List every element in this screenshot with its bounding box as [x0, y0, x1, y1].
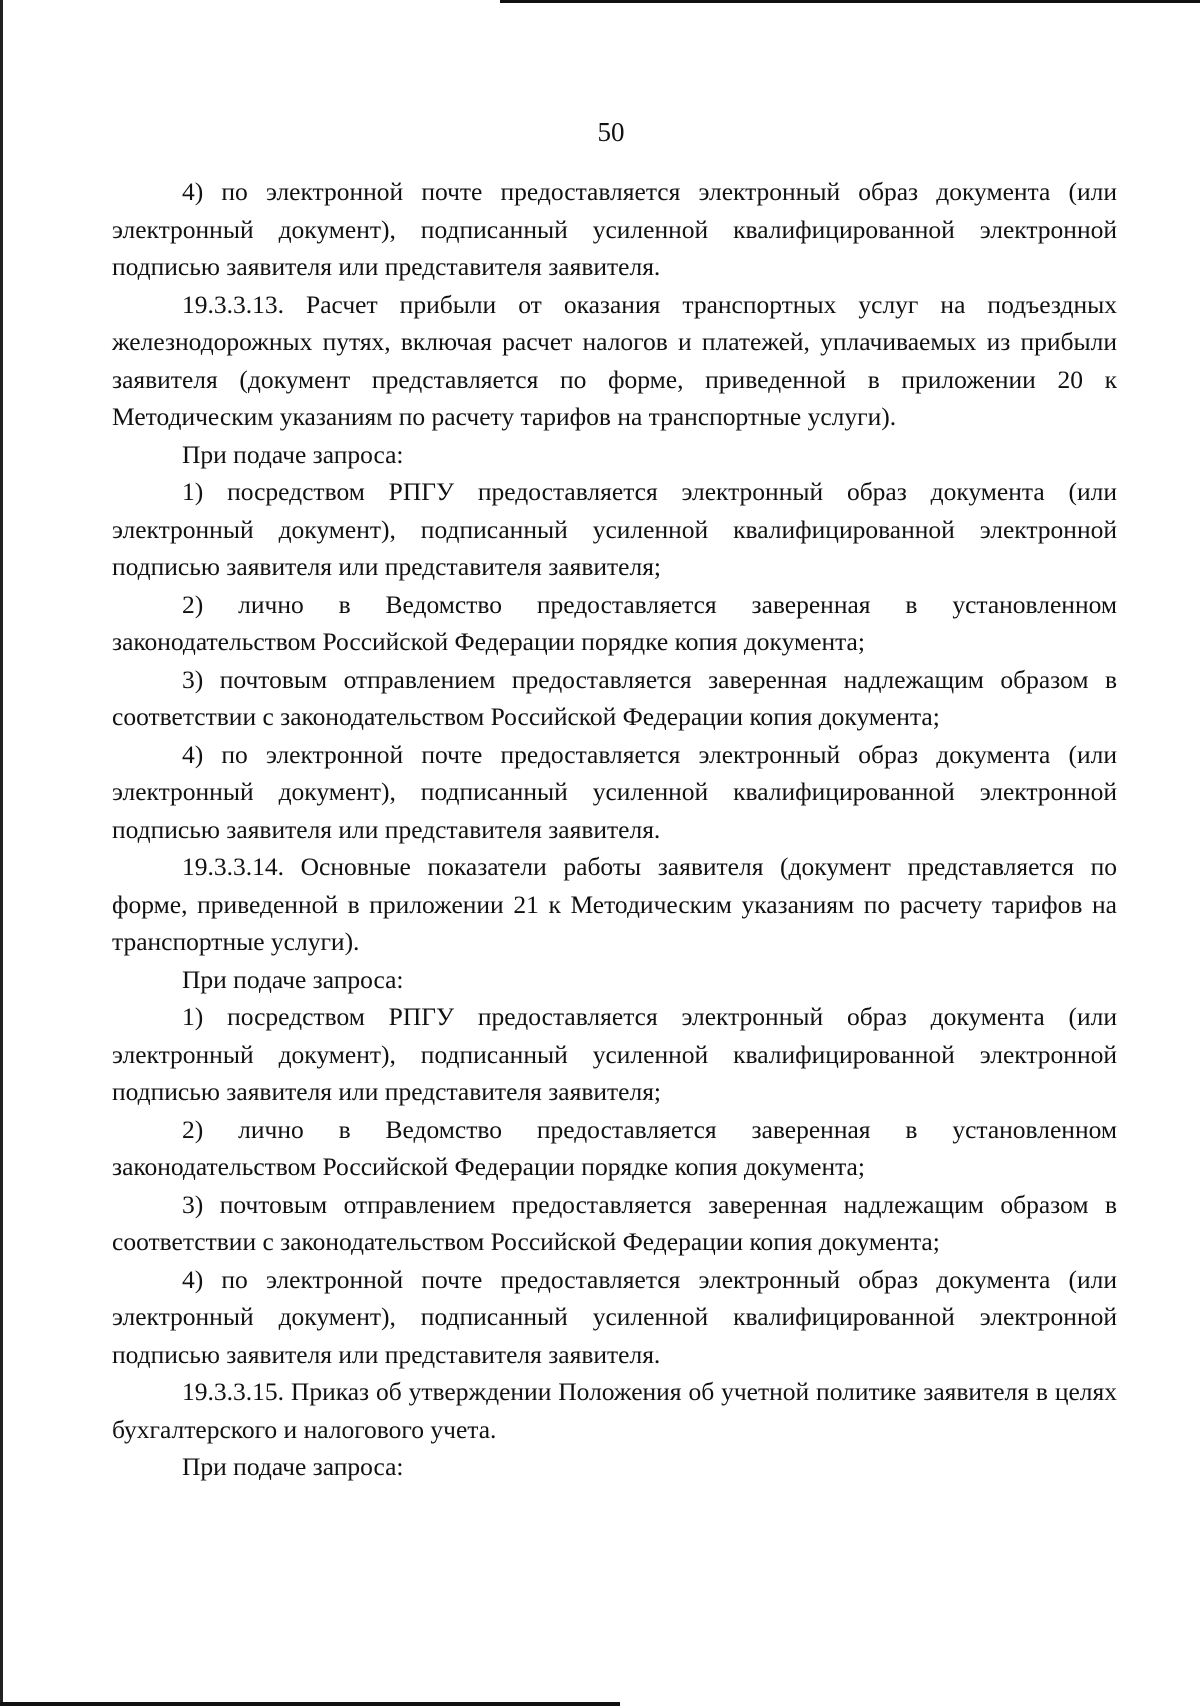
- paragraph: 4) по электронной почте предоставляется электронный образ документа (или электронный документ), подписанный усиленной квалифицированной электронной подписью заявителя или представителя заявителя.: [112, 1264, 1117, 1369]
- scan-edge-top: [500, 0, 1200, 3]
- page-number: 50: [597, 117, 625, 147]
- paragraph: 4) по электронной почте предоставляется электронный образ документа (или электронный документ), подписанный усиленной квалифицированной электронной подписью заявителя или представителя заявителя.: [112, 177, 1117, 281]
- paragraph: 1) посредством РПГУ предоставляется электронный образ документа (или электронный документ), подписанный усиленной квалифицированной электронной подписью заявителя или представителя заявителя;: [112, 477, 1117, 581]
- paragraph: 3) почтовым отправлением предоставляется заверенная надлежащим образом в соответствии с законодательством Российской Федерации копия документа;: [112, 664, 1117, 731]
- paragraph: 19.3.3.13. Расчет прибыли от оказания транспортных услуг на подъездных железнодорожных путях, включая расчет налогов и платежей, уплачиваемых из прибыли заявителя (документ представляется по форме, приведенной в приложении 20 к Методическим указаниям по расчету тарифов на транспортные услуги).: [112, 289, 1117, 431]
- paragraph: При подаче запроса:: [182, 1452, 404, 1481]
- scan-edge-left: [0, 0, 3, 1706]
- body-text: [112, 173, 1117, 1486]
- paragraph: 4) по электронной почте предоставляется электронный образ документа (или электронный документ), подписанный усиленной квалифицированной электронной подписью заявителя или представителя заявителя.: [112, 739, 1117, 844]
- paragraph: 3) почтовым отправлением предоставляется заверенная надлежащим образом в соответствии с законодательством Российской Федерации копия документа;: [112, 1189, 1117, 1256]
- paragraph: 19.3.3.14. Основные показатели работы заявителя (документ представляется по форме, приведенной в приложении 21 к Методическим указаниям по расчету тарифов на транспортные услуги).: [112, 852, 1117, 956]
- paragraph: 2) лично в Ведомство предоставляется заверенная в установленном законодательством Российской Федерации порядке копия документа;: [112, 1114, 1117, 1181]
- paragraph: 19.3.3.15. Приказ об утверждении Положения об учетной политике заявителя в целях бухгалтерского и налогового учета.: [112, 1377, 1117, 1444]
- scan-edge-bottom: [0, 1702, 620, 1706]
- paragraph: 2) лично в Ведомство предоставляется заверенная в установленном законодательством Российской Федерации порядке копия документа;: [112, 589, 1117, 656]
- paragraph: При подаче запроса:: [182, 439, 404, 469]
- paragraph: 1) посредством РПГУ предоставляется электронный образ документа (или электронный документ), подписанный усиленной квалифицированной электронной подписью заявителя или представителя заявителя;: [112, 1002, 1117, 1106]
- paragraph: При подаче запроса:: [182, 964, 404, 994]
